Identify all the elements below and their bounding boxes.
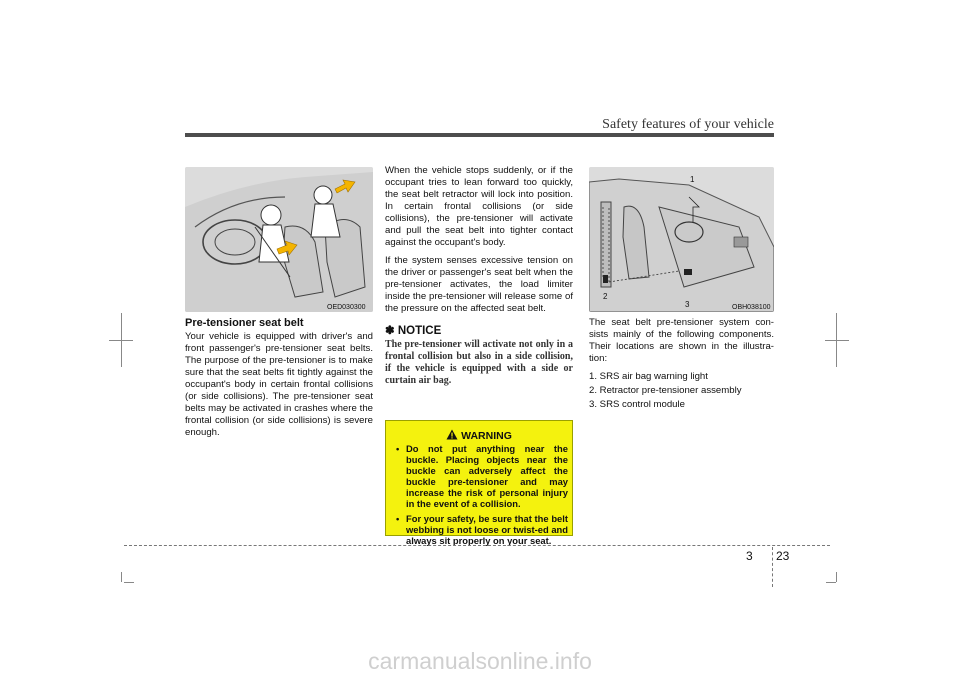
header-rule	[185, 133, 774, 137]
figure-code: OBH038100	[732, 304, 771, 311]
body-paragraph: When the vehicle stops suddenly, or if the occupant tries to lean forward too quickly, the seat belt retractor will lock into position. In certain frontal collisions (or side collisions), the pre-tensioner will activate and pull the seat belt into tighter contact against the occupant's body.	[385, 165, 573, 248]
warning-box	[385, 420, 573, 546]
figure-code: OED030300	[327, 304, 366, 311]
components-illustration	[589, 167, 774, 312]
notice-body: The pre-tensioner will activate not only in a frontal collision but also in a side collision, if the vehicle is equipped with a side or curtain air bag.	[385, 339, 573, 386]
list-item: 3. SRS control module	[589, 399, 685, 410]
warning-list	[396, 443, 568, 550]
callout-3: 3	[685, 300, 690, 309]
warning-item: • Do not put anything near the buckle. Placing objects near the buckle can adversely affect the buckle pre-tensioner and may increase the risk of personal injury in the event of a collision.	[396, 443, 568, 509]
crop-mark	[109, 340, 133, 341]
section-number: 3	[746, 549, 753, 563]
notice-heading: ✽ NOTICE	[385, 325, 442, 337]
column-2	[385, 165, 573, 387]
warning-triangle-icon	[446, 429, 458, 440]
warning-item: • For your safety, be sure that the belt webbing is not loose or twist-ed and always sit properly on your seat.	[396, 513, 568, 546]
column-1	[185, 317, 373, 445]
crop-mark	[121, 572, 122, 582]
page-header-title: Safety features of your vehicle	[602, 117, 774, 132]
list-item: 2. Retractor pre-tensioner assembly	[589, 385, 742, 396]
page-number-separator	[772, 547, 773, 587]
list-item: 1. SRS air bag warning light	[589, 371, 708, 382]
callout-2: 2	[603, 292, 608, 301]
column-3	[589, 317, 774, 413]
pretensioner-drawing	[185, 167, 373, 312]
body-paragraph: The seat belt pre-tensioner system con-sists mainly of the following components. Their locations are shown in the illustra-tion:	[589, 317, 774, 364]
components-drawing	[589, 167, 774, 312]
components-list	[589, 371, 774, 411]
section-heading: Pre-tensioner seat belt	[185, 317, 304, 329]
crop-mark	[836, 572, 837, 582]
watermark: carmanualsonline.info	[368, 648, 592, 674]
warning-title	[386, 429, 572, 442]
body-paragraph: If the system senses excessive tension on the driver or passenger's seat belt when the pre-tensioner activates, the load limiter inside the pre-tensioner will release some of the pressure on the affected seat belt.	[385, 255, 573, 314]
page-number-value: 23	[776, 549, 790, 563]
pretensioner-illustration	[185, 167, 373, 312]
warning-label: WARNING	[461, 430, 512, 442]
callout-1: 1	[690, 175, 695, 184]
footer-dashed-line	[124, 545, 830, 546]
crop-mark	[124, 582, 134, 583]
body-paragraph: Your vehicle is equipped with driver's and front passenger's pre-tensioner seat belts. The purpose of the pre-tensioner is to make sure that the seat belts fit tightly against the occupant's body in certain frontal collisions (or side collisions). The pre-tensioner seat belts may be activated in crashes where the frontal collision (or side collisions) is severe enough.	[185, 331, 373, 438]
crop-mark	[825, 340, 849, 341]
crop-mark	[826, 582, 836, 583]
